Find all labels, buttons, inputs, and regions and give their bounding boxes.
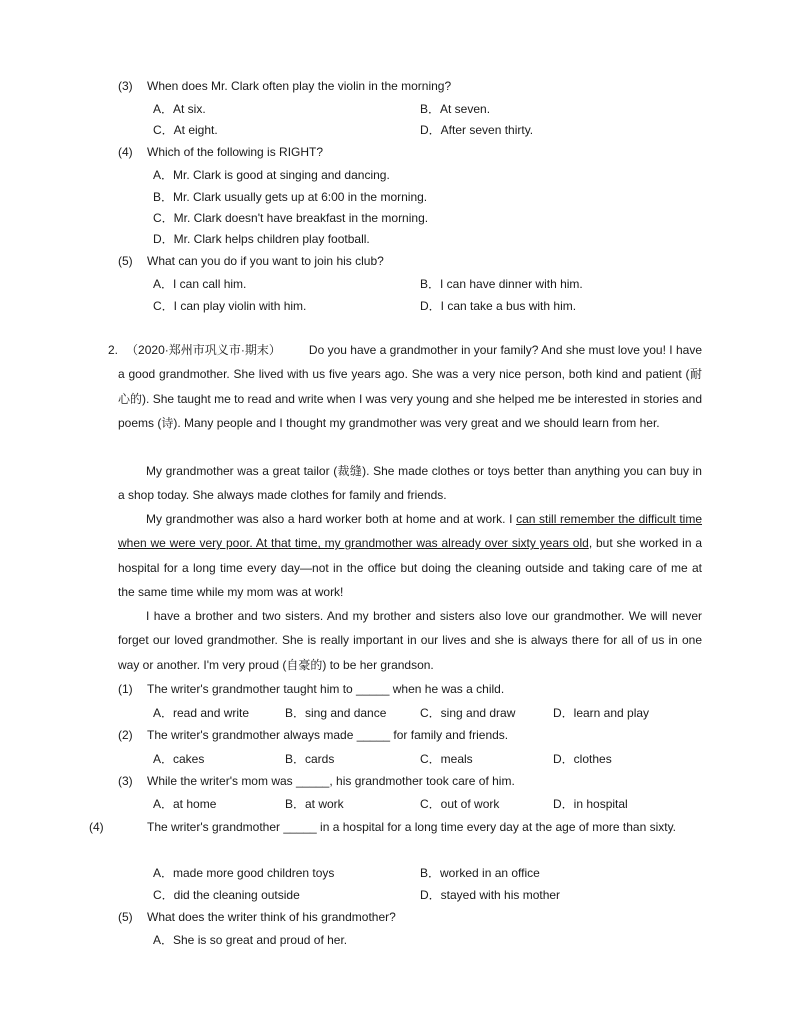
paragraph-text: My grandmother was also a hard worker both at home and at work. I (146, 512, 517, 526)
option: C．meals (420, 752, 473, 766)
option: C．sing and draw (420, 706, 516, 720)
paragraph-text: My grandmother was a great tailor (裁缝). She made clothes or toys better than anything you can buy in a shop today. She always made clothes for family and friends. (118, 464, 702, 503)
question-number: (5) (118, 910, 133, 924)
option: B．sing and dance (285, 706, 387, 720)
question-text: What can you do if you want to join his club? (147, 254, 384, 268)
option: D．stayed with his mother (420, 888, 561, 902)
question-row (118, 727, 704, 743)
question-group-number: 2. (108, 343, 119, 357)
option: A．cakes (153, 752, 205, 766)
question-text: Which of the following is RIGHT? (147, 145, 324, 159)
option: C．out of work (420, 797, 500, 811)
question-text: While the writer's mom was _____, his grandmother took care of him. (147, 774, 515, 788)
question-row (118, 681, 704, 697)
question-number: (5) (118, 254, 133, 268)
question-row (118, 144, 704, 160)
option: A．I can call him. (153, 277, 247, 291)
question-text: The writer's grandmother _____ in a hospital for a long time every day at the age of more than sixty. (147, 820, 677, 834)
question-number: (2) (118, 728, 133, 742)
option: B．at work (285, 797, 344, 811)
paragraph-text: I have a brother and two sisters. And my brother and sisters also love our grandmother. We will never forget our loved grandmother. She is really important in our lives and she is always there for all of us in one way or another. I'm very proud (自豪的) to be her grandson. (118, 609, 702, 672)
option: D．Mr. Clark helps children play football. (153, 232, 370, 246)
option: B．Mr. Clark usually gets up at 6:00 in the morning. (153, 190, 428, 204)
passage-paragraph-2 (118, 459, 702, 508)
option: B．At seven. (420, 102, 491, 116)
option: C．I can play violin with him. (153, 299, 307, 313)
option: D．clothes (553, 752, 612, 766)
passage-paragraph-3 (118, 507, 702, 605)
option: D．I can take a bus with him. (420, 299, 577, 313)
question-row (118, 78, 704, 94)
option: D．learn and play (553, 706, 650, 720)
option: B．worked in an office (420, 866, 540, 880)
paragraph-text: Do you have a grandmother in your family? And she must love you! I have a good grandmother. She lived with us five years ago. She was a very nice person, both kind and patient (耐心的). She taught me to read and write when I was very young and she helped me be interested in stories and poems (诗). Many people and I thought my grandmother was very great and we should learn from her. (118, 343, 702, 431)
question-number: (3) (118, 79, 133, 93)
question-number: (4) (118, 145, 133, 159)
option: A．At six. (153, 102, 206, 116)
passage-paragraph-1 (108, 338, 702, 436)
question-number: (3) (118, 774, 133, 788)
question-text: The writer's grandmother always made _____ for family and friends. (147, 728, 509, 742)
option: B．I can have dinner with him. (420, 277, 583, 291)
source-label: （2020·郑州市巩义市·期末） (126, 343, 281, 357)
option: C．Mr. Clark doesn't have breakfast in the morning. (153, 211, 429, 225)
passage-paragraph-4 (118, 604, 702, 677)
question-row (89, 815, 702, 839)
question-row (118, 253, 704, 269)
option: D．in hospital (553, 797, 628, 811)
option: D．After seven thirty. (420, 123, 534, 137)
option: C．did the cleaning outside (153, 888, 300, 902)
question-row (118, 773, 704, 789)
option: B．cards (285, 752, 335, 766)
option: A．made more good children toys (153, 866, 335, 880)
option: A．at home (153, 797, 217, 811)
question-row (118, 909, 704, 925)
question-text: What does the writer think of his grandmother? (147, 910, 396, 924)
option: C．At eight. (153, 123, 218, 137)
underlined-sentence: can still remember the difficult time when we were very poor. At that time, my grandmother was already over sixty years old (118, 512, 702, 551)
question-number: (4) (89, 820, 104, 834)
option: A．She is so great and proud of her. (153, 933, 348, 947)
paragraph-text: , but she worked in a hospital for a long time every day—not in the office but doing the cleaning outside and taking care of me at the same time while my mom was at work! (118, 536, 702, 600)
option: A．read and write (153, 706, 250, 720)
option: A．Mr. Clark is good at singing and dancing. (153, 168, 390, 182)
question-number: (1) (118, 682, 133, 696)
question-text: When does Mr. Clark often play the violin in the morning? (147, 79, 452, 93)
question-text: The writer's grandmother taught him to _____ when he was a child. (147, 682, 505, 696)
